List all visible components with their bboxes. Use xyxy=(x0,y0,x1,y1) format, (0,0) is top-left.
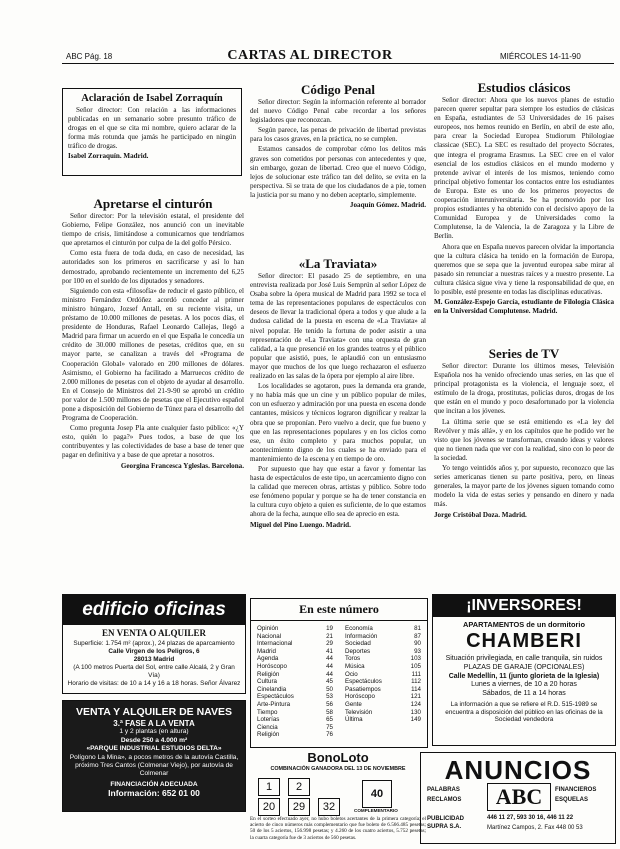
edificio-line: Superficie: 1.754 m² (aprox.), 24 plazas de aparcamiento xyxy=(73,640,235,647)
index-page: 65 xyxy=(326,716,333,724)
index-row xyxy=(257,693,333,701)
index-page: 112 xyxy=(411,678,421,686)
index-row xyxy=(345,625,421,633)
index-row xyxy=(257,671,333,679)
codigo-signature: Joaquín Gómez. Madrid. xyxy=(349,201,426,210)
inversores-headline: ¡INVERSORES! xyxy=(466,597,582,614)
index-section: Loterías xyxy=(257,716,280,724)
index-page: 124 xyxy=(410,700,421,708)
index-section: Ocio xyxy=(345,670,358,678)
series-para: La última serie que se está emitiendo es «La ley del Revólver y más allá», y en los capítulos que he podido ver he visto que los jóvenes se transforman, creando ideas y valores que no tienen nada que ver con la realidad, sino con lo peor de la sociedad. xyxy=(434,417,614,462)
index-row xyxy=(345,648,421,656)
section-title: CARTAS AL DIRECTOR xyxy=(227,48,393,63)
index-row xyxy=(345,640,421,648)
naves-title: VENTA Y ALQUILER DE NAVES xyxy=(76,706,232,718)
cinturon-para: Como esta fuera de toda duda, en caso de necesidad, las autoridades son los primeros en sacrificarse y así lo han demostrado, aprobando recientemente un incremento del 6,25 por 100 en el sueldo de los diputados y senadores. xyxy=(62,249,244,285)
index-row xyxy=(345,633,421,641)
index-row xyxy=(345,678,421,686)
inversores-name: CHAMBERI xyxy=(466,630,582,652)
index-section: Nacional xyxy=(257,632,282,640)
index-box xyxy=(250,598,428,748)
inversores-line: La información a que se refiere el R.D. 515-1989 se encuentra a disposición del público en las oficinas de la Sociedad vendedora xyxy=(445,700,603,724)
index-page: 56 xyxy=(326,700,333,708)
codigo-para: Estamos cansados de comprobar cómo los delitos más graves son cometidos por personas con antecedentes y que, sin embargo, gozan de libertad. Creo que el nuevo Código, lejos de solucionar este tráfico tan del delito, se evita en la perspectiva. Si se trata de que los ciudadanos de a pie, tomen la justicia por su mano y no deben aceptarlo, simplemente. xyxy=(250,145,426,199)
abc-logo xyxy=(487,783,551,811)
anuncios-left-top: PALABRAS xyxy=(427,787,460,793)
lottery-number: 32 xyxy=(318,798,340,816)
index-section: Religión xyxy=(257,670,280,678)
index-section: Agenda xyxy=(257,655,279,663)
edificio-subtitle: EN VENTA O ALQUILER xyxy=(102,628,206,638)
index-section: Sociedad xyxy=(345,640,371,648)
index-row xyxy=(257,655,333,663)
index-row xyxy=(345,701,421,709)
edificio-ad xyxy=(62,594,246,694)
inversores-line: Sábados, de 11 a 14 horas xyxy=(482,690,566,698)
aclaracion-body: Señor director: Con relación a las informaciones publicadas en un semanario sobre presunto tráfico de drogas en el que se cita mi nombre, quiero aclarar de la forma más rotunda que jamás he participado en ningún tráfico de drogas. xyxy=(68,106,236,151)
index-section: Deportes xyxy=(345,647,371,655)
edificio-line: 28013 Madrid xyxy=(133,656,175,663)
cinturon-para: Señor director: Por la televisión estatal, el presidente del Gobierno, Felipe González, nos anunció con un inevitable tiempo de crisis, limitándose a comunicarnos que tendríamos que apretarnos el cinturón por culpa de la del golfo Pérsico. xyxy=(62,212,244,248)
index-left-col xyxy=(257,625,333,739)
index-section: Toros xyxy=(345,655,361,663)
traviata-article xyxy=(250,272,426,590)
index-row xyxy=(345,686,421,694)
traviata-title: «La Traviata» xyxy=(298,256,378,271)
edificio-title: edificio oficinas xyxy=(82,599,226,620)
series-title: Series de TV xyxy=(488,346,560,361)
cinturon-title: Apretarse el cinturón xyxy=(93,196,213,211)
bonoloto-note: En el sorteo efectuado ayer, no hubo boletos acertantes de la primera categoría; el acierto de cinco números más complementario que fue boleto de 6.566.485 pesetas; 50 de los 5 aciertos, 156.998 pesetas; y 4.260 de los cuatro aciertos, 5.752 pesetas; la cuarta categoría fue de 3 aciertos de 560 pesetas. xyxy=(250,816,426,841)
index-row xyxy=(257,648,333,656)
inversores-subtitle: APARTAMENTOS de un dormitorio xyxy=(463,620,585,629)
cinturon-signature: Georgina Francesca Ygleslas. Barcelona. xyxy=(120,461,244,470)
index-section: Tiempo xyxy=(257,708,278,716)
index-row xyxy=(257,701,333,709)
bonoloto-logo: BonoLoto xyxy=(307,750,369,765)
index-page: 75 xyxy=(326,723,333,731)
index-page: 53 xyxy=(326,693,333,701)
series-article xyxy=(434,362,614,584)
index-page: 81 xyxy=(414,625,421,632)
index-section: Economía xyxy=(345,625,373,632)
traviata-para: Señor director: El pasado 25 de septiembre, en una entrevista realizada por José Luis Semprún al señor López de Osaba sobre la ópera musical de Madrid para 1992 se toca el tema de las representaciones populares de espectáculos con deseos de llevar la tradicional ópera a todos y que alude a la dudosa calidad de la puesta en escena de «La Traviata» al nivel popular. He tenido la fortuna de poder asistir a una representación de «La Traviata» con una orquesta de gran calidad, a la que presencié en los grandes teatros y el público popular que asistió, pues, le aplaudió con un entusiasmo mayor que muchos de los que luego rechazaron el esfuerzo realizado en las salas de la ópera por ejemplo al aire libre. xyxy=(250,272,426,381)
inversores-line: Lunes a viernes, de 10 a 20 horas xyxy=(471,681,577,689)
index-page: 58 xyxy=(326,708,333,716)
index-section: Religión xyxy=(257,731,280,739)
cinturon-para: Siguiendo con esta «filosofía» de reducir el gasto público, el ministro Fernández Ordóñez acordó conceder al primer ministro húngaro, Jozsef Antall, en su reciente visita, un préstamo de 10.000 millones de pesetas. A los pocos días, el presidente de Honduras, Rafael Leonardo Callejas, llegó a Madrid para firmar un acuerdo en el que España le concedía un crédito de 30.000 millones de pesetas, créditos que, en su mayor parte, se canalizan a través del «Programa de Cooperación Global» valorado en 200 millones de dólares. Asimismo, el Gobierno ha facilitado a Marruecos crédito de 2.000 millones de pesetas con el objeto de ayudar al desarrollo. En el Consejo de Ministros del 21-9-90 se aprobó un crédito por valor de 1.500 millones de pesetas que el Ejecutivo español pone a disposición del Gobierno de Túnez para el desarrollo del Programa de Cooperación. xyxy=(62,286,244,423)
bonoloto-box xyxy=(250,750,426,842)
anuncios-footer-right2: Martínez Campos, 2. Fax 448 00 53 xyxy=(487,825,583,831)
codigo-article xyxy=(250,98,426,248)
index-page: 19 xyxy=(326,625,333,632)
inversores-line: Situación privilegiada, en calle tranquila, sin ruidos xyxy=(445,655,603,662)
clasicos-title: Estudios clásicos xyxy=(477,80,571,95)
index-section: Horóscopo xyxy=(345,693,375,701)
index-section: Opinión xyxy=(257,625,279,632)
index-row xyxy=(345,671,421,679)
index-row xyxy=(345,709,421,717)
index-row xyxy=(345,716,421,724)
index-page: 41 xyxy=(326,647,333,655)
naves-line: Información: 652 01 00 xyxy=(108,788,200,799)
codigo-para: Según parece, las penas de privación de libertad previstas para los casos graves, en la práctica, no se cumplen. xyxy=(250,126,426,144)
series-para: Señor director: Durante los últimos meses, Televisión Española nos ha venido ofreciendo unas series, en las que el principal protagonista es la violencia, el lenguaje soez, el estímulo de la droga, prostitutas, policías duros, drogas de los que están en el mundo y poco desafortunado por la violencia que incitan a los jóvenes. xyxy=(434,362,614,416)
index-section: Madrid xyxy=(257,647,276,655)
bonoloto-caption: COMBINACIÓN GANADORA DEL 13 DE NOVIEMBRE xyxy=(270,766,406,772)
index-page: 93 xyxy=(414,647,421,655)
anuncios-right-bottom: ESQUELAS xyxy=(555,797,589,803)
inversores-band xyxy=(433,595,615,617)
series-signature: Jorge Cristóbal Doza. Madrid. xyxy=(434,510,527,519)
index-section: Cinelandia xyxy=(257,685,287,693)
anuncios-ad xyxy=(420,752,616,844)
lottery-number: 1 xyxy=(258,778,280,796)
edificio-line: Horario de visitas: de 10 a 14 y 16 a 18 horas. Señor Álvarez xyxy=(67,680,241,687)
anuncios-left-bottom: RECLAMOS xyxy=(427,797,462,803)
codigo-title: Código Penal xyxy=(300,82,376,97)
naves-line: Desde 250 a 4.000 m² xyxy=(120,736,188,744)
page-number: ABC Pág. 18 xyxy=(66,52,113,61)
naves-line: «PARQUE INDUSTRIAL ESTUDIOS DELTA» xyxy=(86,745,222,753)
cinturon-para: Como pregunta Josep Pla ante cualquier fasto público: «¿Y esto, quién lo paga?» Pues todos, a base de que los contribuyentes y las colectividades de base a base de tener que pagar en definitiva y a base de que apretar a nosotros. xyxy=(62,424,244,460)
page-date: MIÉRCOLES 14-11-90 xyxy=(500,52,581,61)
index-page: 87 xyxy=(414,632,421,640)
index-section: Ciencia xyxy=(257,723,278,731)
index-section: Pasatiempos xyxy=(345,685,381,693)
anuncios-footer-right1: 446 11 27, 593 30 16, 446 11 22 xyxy=(487,815,574,821)
naves-line: 1 y 2 plantas (en altura) xyxy=(119,728,189,736)
lottery-number: 2 xyxy=(288,778,310,796)
clasicos-para: Ahora que en España nuevos parecen olvidar la importancia que la cultura clásica ha tenido en la formación de Europa, queremos que se sepa que la juventud europea sabe mirar al pasado sin renunciar a nuestras raíces y a nuestro presente. La cultura clásica sigue viva y tiene la responsabilidad de que, en lo posible, esté presente en todas las disciplinas educativas. xyxy=(434,242,614,296)
index-page: 45 xyxy=(326,678,333,686)
index-row xyxy=(345,655,421,663)
index-row xyxy=(257,724,333,732)
index-page: 76 xyxy=(326,731,333,739)
index-row xyxy=(345,663,421,671)
index-page: 103 xyxy=(410,655,421,663)
inversores-line: Calle Medellín, 11 (junto glorieta de la Iglesia) xyxy=(448,672,600,680)
index-section: Horóscopo xyxy=(257,662,287,670)
lottery-number: 20 xyxy=(258,798,280,816)
index-section: Televisión xyxy=(345,708,373,716)
index-page: 44 xyxy=(326,662,333,670)
index-row xyxy=(257,640,333,648)
index-page: 149 xyxy=(410,716,421,724)
index-section: Gente xyxy=(345,700,362,708)
index-row xyxy=(257,686,333,694)
aclaracion-box xyxy=(62,88,242,176)
naves-ad xyxy=(62,700,246,812)
edificio-line: (A 100 metros Puerta del Sol, entre calle Alcalá, 2 y Gran Vía) xyxy=(73,664,235,679)
lottery-complementary: 40 xyxy=(362,780,392,808)
clasicos-article xyxy=(434,96,614,336)
abc-logo-text: ABC xyxy=(495,784,543,809)
index-page: 114 xyxy=(411,685,421,693)
index-page: 29 xyxy=(326,640,333,648)
index-section: Arte-Pintura xyxy=(257,700,291,708)
codigo-para: Señor director: Según la información referente al borrador del nuevo Código Penal cabe recordar a los señores legisladores que reconozcan. xyxy=(250,98,426,125)
index-row xyxy=(257,716,333,724)
index-section: Información xyxy=(345,632,378,640)
inversores-line: PLAZAS DE GARAJE (OPCIONALES) xyxy=(463,663,585,671)
index-page: 130 xyxy=(410,708,421,716)
naves-line: FINANCIACIÓN ADECUADA xyxy=(110,780,198,788)
index-page: 50 xyxy=(326,685,333,693)
index-row xyxy=(257,731,333,739)
lottery-number: 29 xyxy=(288,798,310,816)
traviata-para: Los localidades se agotaron, pues la demanda era grande, y no había más que un cine y un público popular de miles, con un esfuerzo y admiración por una puesta en escena donde cantantes, músicos y técnicos lograron dignificar y realzar la obra que se proponían. Pero vuelvo a decir, que fue bueno y que en las representaciones populares y en los ciclos como ese, un éxito completo y para muchos popular, un acontecimiento digno de los cuales se ha enviado para el mantenimiento de la escena y en tiempo de oro. xyxy=(250,382,426,463)
index-section: Cultura xyxy=(257,678,277,686)
complementario-label: COMPLEMENTARIO xyxy=(354,808,398,813)
index-section: Espectáculos xyxy=(257,693,294,701)
index-page: 121 xyxy=(410,693,421,701)
index-page: 111 xyxy=(411,670,421,678)
inversores-ad xyxy=(432,594,616,746)
index-title: En este número xyxy=(251,599,427,621)
index-section: Internacional xyxy=(257,640,293,648)
anuncios-big: ANUNCIOS xyxy=(444,755,592,785)
index-section: Música xyxy=(345,662,365,670)
index-page: 21 xyxy=(326,632,333,640)
index-row xyxy=(345,693,421,701)
index-page: 105 xyxy=(410,662,421,670)
index-page: 44 xyxy=(326,670,333,678)
edificio-title-band xyxy=(63,595,245,625)
index-page: 90 xyxy=(414,640,421,648)
index-section: Espectáculos xyxy=(345,678,382,686)
index-row xyxy=(257,633,333,641)
index-row xyxy=(257,678,333,686)
anuncios-right-top: FINANCIEROS xyxy=(555,787,597,793)
index-section: Última xyxy=(345,716,363,724)
index-page: 44 xyxy=(326,655,333,663)
anuncios-footer-left: PUBLICIDAD SUPRA S.A. xyxy=(427,816,464,830)
index-right-col xyxy=(345,625,421,739)
header-rule xyxy=(62,63,614,64)
index-row xyxy=(257,709,333,717)
clasicos-signature: M. González-Espejo García, estudiante de Filología Clásica en la Universidad Complutense. Madrid. xyxy=(434,298,614,316)
naves-line: 3.ª FASE A LA VENTA xyxy=(113,719,195,728)
clasicos-para: Señor director: Ahora que los nuevos planes de estudio parecen querer sepultar para siempre los estudios de clásicas en España, estudiantes de 53 Universidades de 16 países europeos, nos hemos reunido en Berlín, en abril de este año, para crear la Sociedad Europea Studiorum Philologiae classicae (SEC). La SEC es resultado del proyecto Sócrates, que integra el programa Erasmus. La SEC cree en el valor esencial de los estudios clásicos en el mundo moderno y pretende avivar el interés de los mismos, teniendo como principal objetivo fomentar los contactos entre los estudiantes de Europa. Este es uno de los primeros proyectos de cooperación interuniversitaria. Se ha promovido por los propios estudiantes y ha obtenido con el decisivo apoyo de la Comunidad Europea y de Universidades como la Complutense, la de Valencia, la de Zaragoza y la Libre de Berlín. xyxy=(434,96,614,241)
traviata-signature: Miguel del Pino Luengo. Madrid. xyxy=(250,520,351,529)
aclaracion-signature: Isabel Zorraquín. Madrid. xyxy=(68,152,149,161)
cinturon-article xyxy=(62,212,244,584)
traviata-para: Por supuesto que hay que estar a favor y fomentar las hasta de espectáculos de este tipo, un acercamiento digno con la calidad que merecen obras, artistas y público. Sobre todo ese fenómeno popular y porque se ha de tener constancia en la cultura cuyo objeto a quien es suficiente, de lo que estamos ahora de la fecha, aunque ello sea de aprecio en esta. xyxy=(250,464,426,519)
aclaracion-title: Aclaración de Isabel Zorraquín xyxy=(81,93,223,104)
index-row xyxy=(257,663,333,671)
series-para: Yo tengo veintidós años y, por supuesto, reconozco que las series americanas tienen su parte positiva, pero, en líneas generales, la mayor parte de los jóvenes siguen tomando como modelo la vida de estas series y pensando en dinero y nada más. xyxy=(434,464,614,509)
edificio-line: Calle Virgen de los Peligros, 6 xyxy=(108,648,200,655)
index-row xyxy=(257,625,333,633)
naves-line: Polígono La Mina», a pocos metros de la autovía Castilla, próximo Tres Cantos (Colmenar Viejo), por autovía de Colmenar xyxy=(69,753,239,778)
